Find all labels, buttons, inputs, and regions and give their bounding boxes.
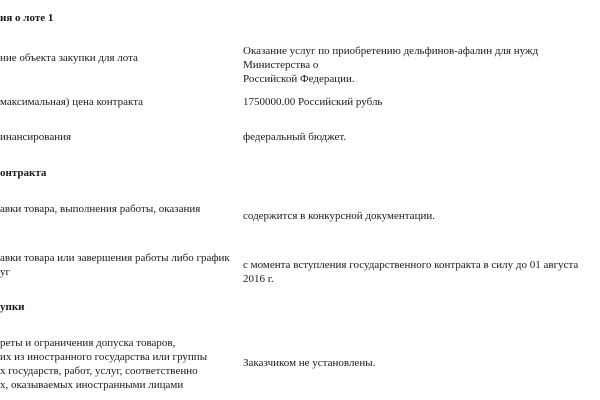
row-value-delivery-term: с момента вступления государственного контракта в силу до 01 августа 2016 г. — [243, 259, 579, 285]
row-label-restrictions: реты и ограничения допуска товаров, их из иностранного государства или группы х государств, работ, услуг, соответственно х, оказываемых иностранными лицами — [0, 337, 208, 391]
row-label-delivery-place: авки товара, выполнения работы, оказания — [0, 203, 201, 215]
section-heading-lot-info: ия о лоте 1 — [0, 12, 54, 24]
row-label-price: максимальная) цена контракта — [0, 96, 144, 108]
row-label-financing: инансирования — [0, 131, 72, 143]
row-value-financing: федеральный бюджет. — [243, 131, 347, 143]
section-heading-procurement: упки — [0, 301, 25, 313]
section-heading-contract: онтракта — [0, 167, 47, 179]
row-value-object: Оказание услуг по приобретению дельфинов-афалин для нужд Министерства о Российской Федерации. — [243, 45, 539, 85]
row-value-restrictions: Заказчиком не установлены. — [243, 357, 376, 369]
row-value-delivery-place: содержится в конкурсной документации. — [243, 210, 435, 222]
row-label-delivery-term: авки товара или завершения работы либо график уг — [0, 252, 230, 278]
row-label-object: ние объекта закупки для лота — [0, 52, 138, 64]
row-value-price: 1750000.00 Российский рубль — [243, 96, 383, 108]
